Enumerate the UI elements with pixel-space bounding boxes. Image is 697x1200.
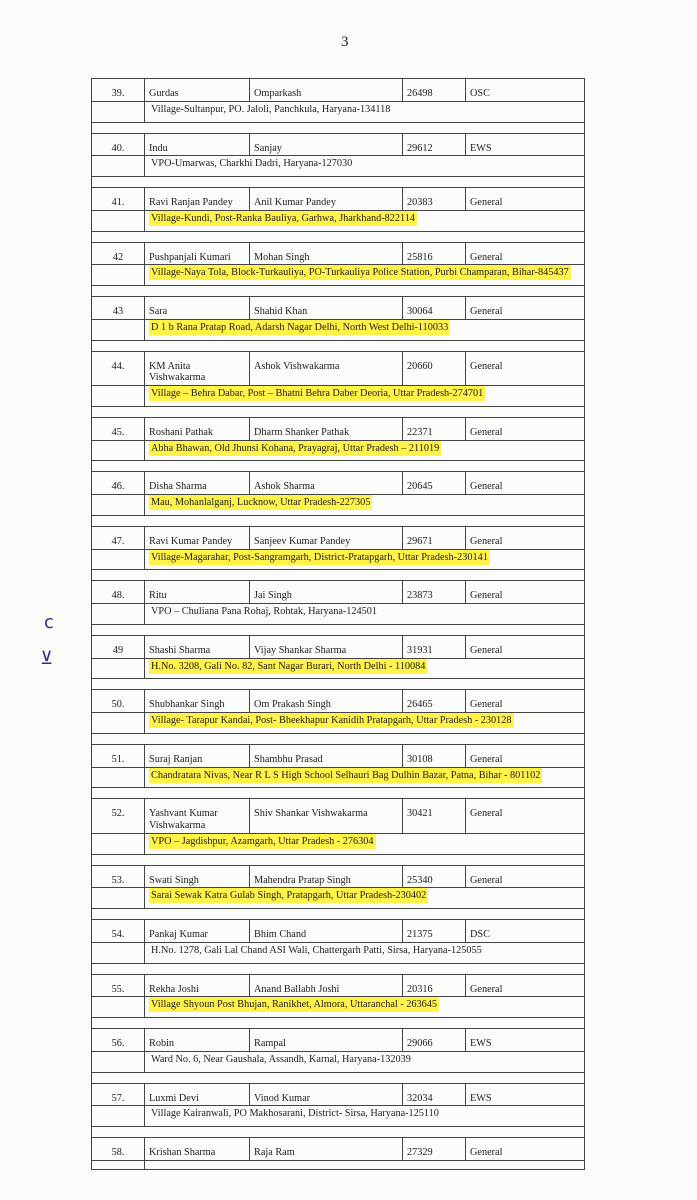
row-gap-cell [92, 1018, 585, 1029]
roll-number-cell: 20316 [403, 974, 466, 997]
table-row [92, 690, 585, 713]
address-cell [145, 495, 585, 516]
address-cell [145, 1106, 585, 1127]
serial-number-cell: 48. [92, 581, 145, 604]
address-cell [145, 713, 585, 734]
table-row [92, 297, 585, 320]
roll-number-cell: 27329 [403, 1138, 466, 1161]
father-name-cell: Mahendra Pratap Singh [250, 865, 403, 888]
candidate-name-cell: Suraj Ranjan [145, 744, 250, 767]
serial-number-cell: 44. [92, 351, 145, 386]
table-row [92, 920, 585, 943]
serial-number-cell: 50. [92, 690, 145, 713]
address-cell [145, 997, 585, 1018]
address-row [92, 319, 585, 340]
address-row [92, 767, 585, 788]
row-gap [92, 733, 585, 744]
candidate-name-cell: Rekha Joshi [145, 974, 250, 997]
candidate-name-cell: Indu [145, 133, 250, 156]
table-row [92, 799, 585, 834]
roll-number-cell: 26498 [403, 79, 466, 102]
father-name-cell: Shiv Shankar Vishwakarma [250, 799, 403, 834]
candidate-name-cell: Pushpanjali Kumari [145, 242, 250, 265]
serial-number-cell: 57. [92, 1083, 145, 1106]
address-text: Sarai Sewak Katra Gulab Singh, Pratapgarh, Uttar Pradesh-230402 [151, 890, 427, 902]
row-gap [92, 679, 585, 690]
address-text: Ward No. 6, Near Gaushala, Assandh, Karnal, Haryana-132039 [151, 1053, 411, 1065]
address-text: Village-Naya Tola, Block-Turkauliya, PO-Turkauliya Police Station, Purbi Champaran, Bihar-845437 [151, 267, 569, 279]
table-row [92, 472, 585, 495]
address-spacer-cell [92, 1051, 145, 1072]
category-cell: DSC [466, 920, 585, 943]
candidate-name-cell: Ritu [145, 581, 250, 604]
serial-number-cell: 58. [92, 1138, 145, 1161]
serial-number-cell: 40. [92, 133, 145, 156]
category-cell: General [466, 744, 585, 767]
category-cell: General [466, 526, 585, 549]
father-name-cell: Vinod Kumar [250, 1083, 403, 1106]
row-gap [92, 515, 585, 526]
row-gap-cell [92, 122, 585, 133]
row-gap-cell [92, 570, 585, 581]
row-gap [92, 177, 585, 188]
address-row [92, 1160, 585, 1169]
father-name-cell: Omparkash [250, 79, 403, 102]
handwritten-mark-c: c [44, 612, 54, 633]
roll-number-cell: 30421 [403, 799, 466, 834]
serial-number-cell: 41. [92, 188, 145, 211]
candidate-name-cell: Shubhankar Singh [145, 690, 250, 713]
address-text: Mau, Mohanlalganj, Lucknow, Uttar Pradesh-227305 [151, 497, 371, 508]
row-gap [92, 963, 585, 974]
address-spacer-cell [92, 888, 145, 909]
row-gap [92, 231, 585, 242]
serial-number-cell: 42 [92, 242, 145, 265]
address-row [92, 658, 585, 679]
address-spacer-cell [92, 549, 145, 570]
candidate-name-cell: Gurdas [145, 79, 250, 102]
row-gap-cell [92, 624, 585, 635]
roll-number-cell: 23873 [403, 581, 466, 604]
address-row [92, 942, 585, 963]
serial-number-cell: 46. [92, 472, 145, 495]
address-spacer-cell [92, 713, 145, 734]
candidate-name-cell: Pankaj Kumar [145, 920, 250, 943]
address-cell [145, 210, 585, 231]
row-gap-cell [92, 679, 585, 690]
serial-number-cell: 53. [92, 865, 145, 888]
roll-number-cell: 20660 [403, 351, 466, 386]
row-gap-cell [92, 1127, 585, 1138]
serial-number-cell: 51. [92, 744, 145, 767]
page-number: 3 [341, 34, 349, 50]
father-name-cell: Mohan Singh [250, 242, 403, 265]
table-row [92, 581, 585, 604]
roll-number-cell: 29066 [403, 1029, 466, 1052]
address-spacer-cell [92, 767, 145, 788]
table-row [92, 974, 585, 997]
address-spacer-cell [92, 156, 145, 177]
address-text: VPO-Umarwas, Charkhi Dadri, Haryana-127030 [151, 158, 353, 170]
address-spacer-cell [92, 833, 145, 854]
row-gap-cell [92, 854, 585, 865]
roll-number-cell: 21375 [403, 920, 466, 943]
address-text: Abha Bhawan, Old Jhunsi Kohana, Prayagraj, Uttar Pradesh – 211019 [151, 442, 440, 454]
father-name-cell: Shahid Khan [250, 297, 403, 320]
roll-number-cell: 30108 [403, 744, 466, 767]
serial-number-cell: 47. [92, 526, 145, 549]
father-name-cell: Ashok Vishwakarma [250, 351, 403, 386]
address-cell [145, 265, 585, 286]
serial-number-cell: 39. [92, 79, 145, 102]
table-row [92, 1138, 585, 1161]
address-spacer-cell [92, 604, 145, 625]
category-cell: General [466, 188, 585, 211]
address-row [92, 604, 585, 625]
candidate-name-cell: Shashi Sharma [145, 635, 250, 658]
father-name-cell: Sanjay [250, 133, 403, 156]
address-row [92, 1051, 585, 1072]
row-gap [92, 1018, 585, 1029]
address-row [92, 440, 585, 461]
roll-number-cell: 29671 [403, 526, 466, 549]
address-spacer-cell [92, 386, 145, 407]
serial-number-cell: 49 [92, 635, 145, 658]
row-gap [92, 286, 585, 297]
row-gap-cell [92, 461, 585, 472]
address-text: Village-Magarahar, Post-Sangramgarh, District-Pratapgarh, Uttar Pradesh-230141 [151, 551, 488, 563]
address-text: H.No. 1278, Gali Lal Chand ASI Wali, Chattergarh Patti, Sirsa, Haryana-125055 [151, 944, 482, 956]
roll-number-cell: 31931 [403, 635, 466, 658]
candidate-name-cell: Yashvant Kumar Vishwakarma [145, 799, 250, 834]
address-spacer-cell [92, 658, 145, 679]
address-row [92, 833, 585, 854]
category-cell: General [466, 351, 585, 386]
serial-number-cell: 56. [92, 1029, 145, 1052]
address-cell [145, 942, 585, 963]
roll-number-cell: 29612 [403, 133, 466, 156]
father-name-cell: Om Prakash Singh [250, 690, 403, 713]
father-name-cell: Dharm Shanker Pathak [250, 417, 403, 440]
address-row [92, 265, 585, 286]
address-spacer-cell [92, 1160, 145, 1169]
row-gap [92, 624, 585, 635]
row-gap [92, 570, 585, 581]
address-row [92, 713, 585, 734]
father-name-cell: Anil Kumar Pandey [250, 188, 403, 211]
address-text: Village-Sultanpur, PO. Jaloli, Panchkula, Haryana-134118 [151, 103, 391, 115]
father-name-cell: Rampal [250, 1029, 403, 1052]
table-row [92, 417, 585, 440]
father-name-cell: Jai Singh [250, 581, 403, 604]
roll-number-cell: 32034 [403, 1083, 466, 1106]
category-cell: General [466, 472, 585, 495]
address-row [92, 386, 585, 407]
table-row [92, 635, 585, 658]
candidate-name-cell: Robin [145, 1029, 250, 1052]
row-gap [92, 909, 585, 920]
address-cell [145, 833, 585, 854]
address-row [92, 1106, 585, 1127]
father-name-cell: Shambhu Prasad [250, 744, 403, 767]
roll-number-cell: 25340 [403, 865, 466, 888]
row-gap [92, 788, 585, 799]
table-row [92, 242, 585, 265]
address-spacer-cell [92, 101, 145, 122]
row-gap [92, 406, 585, 417]
father-name-cell: Sanjeev Kumar Pandey [250, 526, 403, 549]
candidate-table [91, 78, 585, 1170]
address-spacer-cell [92, 210, 145, 231]
father-name-cell: Vijay Shankar Sharma [250, 635, 403, 658]
category-cell: OSC [466, 79, 585, 102]
table-row [92, 865, 585, 888]
address-spacer-cell [92, 942, 145, 963]
row-gap-cell [92, 788, 585, 799]
address-text: H.No. 3208, Gali No. 82, Sant Nagar Burari, North Delhi - 110084 [151, 660, 426, 672]
address-row [92, 156, 585, 177]
candidate-table-body [92, 79, 585, 1170]
row-gap-cell [92, 231, 585, 242]
serial-number-cell: 43 [92, 297, 145, 320]
row-gap-cell [92, 515, 585, 526]
address-row [92, 210, 585, 231]
roll-number-cell: 20645 [403, 472, 466, 495]
address-cell [145, 386, 585, 407]
category-cell: General [466, 974, 585, 997]
address-spacer-cell [92, 1106, 145, 1127]
address-cell [145, 888, 585, 909]
row-gap-cell [92, 1072, 585, 1083]
address-text: Village Shyoun Post Bhujan, Ranikhet, Almora, Uttaranchal - 263645 [151, 999, 438, 1011]
address-text: Village Kairanwali, PO Makhosarani, District- Sirsa, Haryana-125110 [151, 1108, 439, 1120]
serial-number-cell: 55. [92, 974, 145, 997]
category-cell: General [466, 635, 585, 658]
row-gap-cell [92, 733, 585, 744]
serial-number-cell: 54. [92, 920, 145, 943]
address-spacer-cell [92, 319, 145, 340]
address-text: D 1 b Rana Pratap Road, Adarsh Nagar Delhi, North West Delhi-110033 [151, 321, 449, 333]
address-row [92, 888, 585, 909]
address-spacer-cell [92, 440, 145, 461]
candidate-name-cell: Ravi Ranjan Pandey [145, 188, 250, 211]
handwritten-tick-mark: ⊻ [40, 648, 54, 669]
category-cell: General [466, 417, 585, 440]
address-cell [145, 101, 585, 122]
row-gap-cell [92, 286, 585, 297]
row-gap [92, 1127, 585, 1138]
candidate-name-cell: Disha Sharma [145, 472, 250, 495]
roll-number-cell: 20383 [403, 188, 466, 211]
row-gap-cell [92, 963, 585, 974]
address-cell [145, 549, 585, 570]
address-spacer-cell [92, 997, 145, 1018]
table-row [92, 1029, 585, 1052]
row-gap-cell [92, 340, 585, 351]
address-row [92, 997, 585, 1018]
row-gap-cell [92, 177, 585, 188]
address-text: Chandratara Nivas, Near R L S High School Selhauri Bag Dulhin Bazar, Patna, Bihar - 801102 [151, 769, 541, 781]
address-cell [145, 658, 585, 679]
address-row [92, 101, 585, 122]
roll-number-cell: 22371 [403, 417, 466, 440]
address-cell [145, 319, 585, 340]
address-spacer-cell [92, 495, 145, 516]
address-cell [145, 767, 585, 788]
candidate-name-cell: Roshani Pathak [145, 417, 250, 440]
table-row [92, 526, 585, 549]
address-text: VPO – Jagdishpur, Azamgarh, Uttar Pradesh - 276304 [151, 835, 374, 847]
table-row [92, 79, 585, 102]
roll-number-cell: 26465 [403, 690, 466, 713]
category-cell: General [466, 581, 585, 604]
row-gap [92, 1072, 585, 1083]
table-row [92, 188, 585, 211]
table-row [92, 1083, 585, 1106]
address-text: Village-Kundi, Post-Ranka Bauliya, Garhwa, Jharkhand-822114 [151, 212, 416, 224]
row-gap-cell [92, 406, 585, 417]
table-row [92, 744, 585, 767]
address-text: Village – Behra Dabar, Post – Bhatni Behra Daber Deoria, Uttar Pradesh-274701 [151, 388, 484, 399]
category-cell: EWS [466, 133, 585, 156]
address-cell [145, 156, 585, 177]
serial-number-cell: 52. [92, 799, 145, 834]
address-row [92, 495, 585, 516]
table-row [92, 351, 585, 386]
candidate-name-cell: Ravi Kumar Pandey [145, 526, 250, 549]
roll-number-cell: 25816 [403, 242, 466, 265]
address-row [92, 549, 585, 570]
row-gap [92, 340, 585, 351]
father-name-cell: Raja Ram [250, 1138, 403, 1161]
table-row [92, 133, 585, 156]
father-name-cell: Ashok Sharma [250, 472, 403, 495]
roll-number-cell: 30064 [403, 297, 466, 320]
father-name-cell: Anand Ballabh Joshi [250, 974, 403, 997]
category-cell: General [466, 297, 585, 320]
category-cell: General [466, 1138, 585, 1161]
category-cell: General [466, 799, 585, 834]
category-cell: General [466, 242, 585, 265]
row-gap-cell [92, 909, 585, 920]
address-cell [145, 604, 585, 625]
address-cell [145, 1051, 585, 1072]
candidate-name-cell: Sara [145, 297, 250, 320]
address-cell [145, 1160, 585, 1169]
candidate-name-cell: KM Anita Vishwakarma [145, 351, 250, 386]
row-gap [92, 122, 585, 133]
category-cell: General [466, 690, 585, 713]
category-cell: General [466, 865, 585, 888]
address-text: Village- Tarapur Kandai, Post- Bheekhapur Kanidih Pratapgarh, Uttar Pradesh - 230128 [151, 715, 512, 726]
serial-number-cell: 45. [92, 417, 145, 440]
category-cell: EWS [466, 1029, 585, 1052]
row-gap [92, 461, 585, 472]
candidate-name-cell: Swati Singh [145, 865, 250, 888]
address-cell [145, 440, 585, 461]
father-name-cell: Bhim Chand [250, 920, 403, 943]
address-text: VPO – Chuliana Pana Rohaj, Rohtak, Haryana-124501 [151, 606, 378, 617]
candidate-name-cell: Krishan Sharma [145, 1138, 250, 1161]
candidate-name-cell: Luxmi Devi [145, 1083, 250, 1106]
row-gap [92, 854, 585, 865]
address-spacer-cell [92, 265, 145, 286]
category-cell: EWS [466, 1083, 585, 1106]
